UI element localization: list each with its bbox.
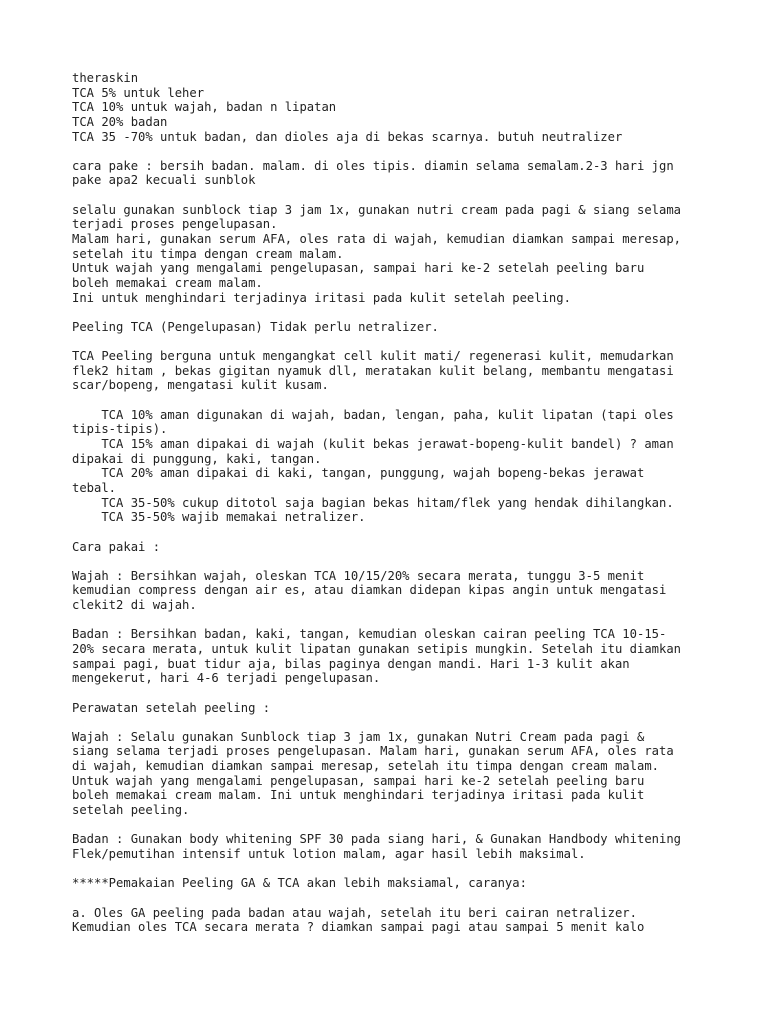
paragraph (72, 832, 712, 861)
text-line: Wajah : Selalu gunakan Sunblock tiap 3 jam 1x, gunakan Nutri Cream pada pagi & (72, 729, 645, 744)
text-line: theraskin (72, 71, 139, 85)
text-line: tipis-tipis). (72, 422, 168, 437)
paragraph (72, 730, 712, 818)
paragraph (72, 627, 712, 686)
text-line: di wajah, kemudian diamkan sampai meresap, setelah itu timpa dengan cream malam. (72, 759, 659, 774)
text-line: Kemudian oles TCA secara merata ? diamkan sampai pagi atau sampai 5 menit kalo (72, 920, 645, 935)
text-line: pake apa2 kecuali sunblok (72, 173, 256, 188)
text-line: TCA 35-50% cukup ditotol saja bagian bekas hitam/flek yang hendak dihilangkan. (72, 495, 674, 510)
paragraph (72, 203, 712, 305)
text-line: Untuk wajah yang mengalami pengelupasan, sampai hari ke-2 setelah peeling baru (72, 261, 645, 276)
text-line: Cara pakai : (72, 539, 161, 554)
text-line: boleh memakai cream malam. Ini untuk menghindari terjadinya iritasi pada kulit (72, 788, 645, 803)
text-line: TCA 20% aman dipakai di kaki, tangan, punggung, wajah bopeng-bekas jerawat (72, 466, 645, 481)
text-line: mengekerut, hari 4-6 terjadi pengelupasan. (72, 671, 381, 686)
document-page (72, 71, 712, 935)
paragraph (72, 349, 712, 393)
text-line: tebal. (72, 480, 117, 495)
text-line: TCA 20% badan (72, 114, 168, 129)
text-line: boleh memakai cream malam. (72, 275, 263, 290)
text-line: Malam hari, gunakan serum AFA, oles rata di wajah, kemudian diamkan sampai meresap, (72, 232, 682, 247)
paragraph-spacer (72, 715, 712, 730)
text-line: TCA 35-50% wajib memakai netralizer. (72, 510, 366, 525)
text-line: setelah itu timpa dengan cream malam. (72, 246, 344, 261)
text-line: Ini untuk menghindari terjadinya iritasi pada kulit setelah peeling. (72, 290, 571, 305)
paragraph (72, 569, 712, 613)
text-line: TCA 5% untuk leher (72, 85, 205, 100)
paragraph (72, 159, 712, 188)
text-line: dipakai di punggung, kaki, tangan. (72, 451, 322, 466)
text-line: kemudian compress dengan air es, atau diamkan didepan kipas angin untuk mengatasi (72, 583, 667, 598)
paragraph-spacer (72, 335, 712, 350)
text-line: setelah peeling. (72, 803, 190, 818)
text-line: Untuk wajah yang mengalami pengelupasan, sampai hari ke-2 setelah peeling baru (72, 773, 645, 788)
text-line: Peeling TCA (Pengelupasan) Tidak perlu netralizer. (72, 319, 439, 334)
text-line: Perawatan setelah peeling : (72, 700, 271, 715)
paragraph-spacer (72, 862, 712, 877)
text-line: scar/bopeng, mengatasi kulit kusam. (72, 378, 329, 393)
text-line: Badan : Gunakan body whitening SPF 30 pada siang hari, & Gunakan Handbody whitening (72, 832, 682, 847)
text-line: sampai pagi, buat tidur aja, bilas paginya dengan mandi. Hari 1-3 kulit akan (72, 656, 630, 671)
text-line: TCA 15% aman dipakai di wajah (kulit bekas jerawat-bopeng-kulit bandel) ? aman (72, 437, 674, 452)
paragraph-spacer (72, 525, 712, 540)
paragraph-spacer (72, 393, 712, 408)
text-line: 20% secara merata, untuk kulit lipatan gunakan setipis mungkin. Setelah itu diamkan (72, 641, 682, 656)
paragraph (72, 540, 712, 555)
text-line: TCA 10% aman digunakan di wajah, badan, lengan, paha, kulit lipatan (tapi oles (72, 407, 674, 422)
text-line: a. Oles GA peeling pada badan atau wajah, setelah itu beri cairan netralizer. (72, 905, 637, 920)
text-line: Flek/pemutihan intensif untuk lotion malam, agar hasil lebih maksimal. (72, 846, 586, 861)
text-line: flek2 hitam , bekas gigitan nyamuk dll, meratakan kulit belang, membantu mengatasi (72, 363, 674, 378)
paragraph (72, 906, 712, 935)
paragraph-spacer (72, 305, 712, 320)
paragraph (72, 320, 712, 335)
paragraph (72, 876, 712, 891)
paragraph-spacer (72, 613, 712, 628)
paragraph-spacer (72, 554, 712, 569)
text-line: TCA 10% untuk wajah, badan n lipatan (72, 100, 337, 115)
paragraph-spacer (72, 891, 712, 906)
text-line: selalu gunakan sunblock tiap 3 jam 1x, gunakan nutri cream pada pagi & siang selama (72, 202, 682, 217)
text-line: terjadi proses pengelupasan. (72, 217, 278, 232)
paragraph-spacer (72, 144, 712, 159)
paragraph-spacer (72, 188, 712, 203)
text-line: siang selama terjadi proses pengelupasan. Malam hari, gunakan serum AFA, oles rata (72, 744, 674, 759)
text-line: *****Pemakaian Peeling GA & TCA akan lebih maksiamal, caranya: (72, 876, 527, 891)
text-line: TCA Peeling berguna untuk mengangkat cell kulit mati/ regenerasi kulit, memudarkan (72, 349, 674, 364)
text-line: TCA 35 -70% untuk badan, dan dioles aja di bekas scarnya. butuh neutralizer (72, 129, 623, 144)
paragraph (72, 408, 712, 525)
paragraph (72, 71, 712, 144)
text-line: Badan : Bersihkan badan, kaki, tangan, kemudian oleskan cairan peeling TCA 10-15- (72, 627, 667, 642)
text-line: cara pake : bersih badan. malam. di oles tipis. diamin selama semalam.2-3 hari jgn (72, 158, 674, 173)
text-line: Wajah : Bersihkan wajah, oleskan TCA 10/15/20% secara merata, tunggu 3-5 menit (72, 568, 645, 583)
text-line: clekit2 di wajah. (72, 598, 197, 613)
paragraph-spacer (72, 818, 712, 833)
paragraph (72, 701, 712, 716)
paragraph-spacer (72, 686, 712, 701)
